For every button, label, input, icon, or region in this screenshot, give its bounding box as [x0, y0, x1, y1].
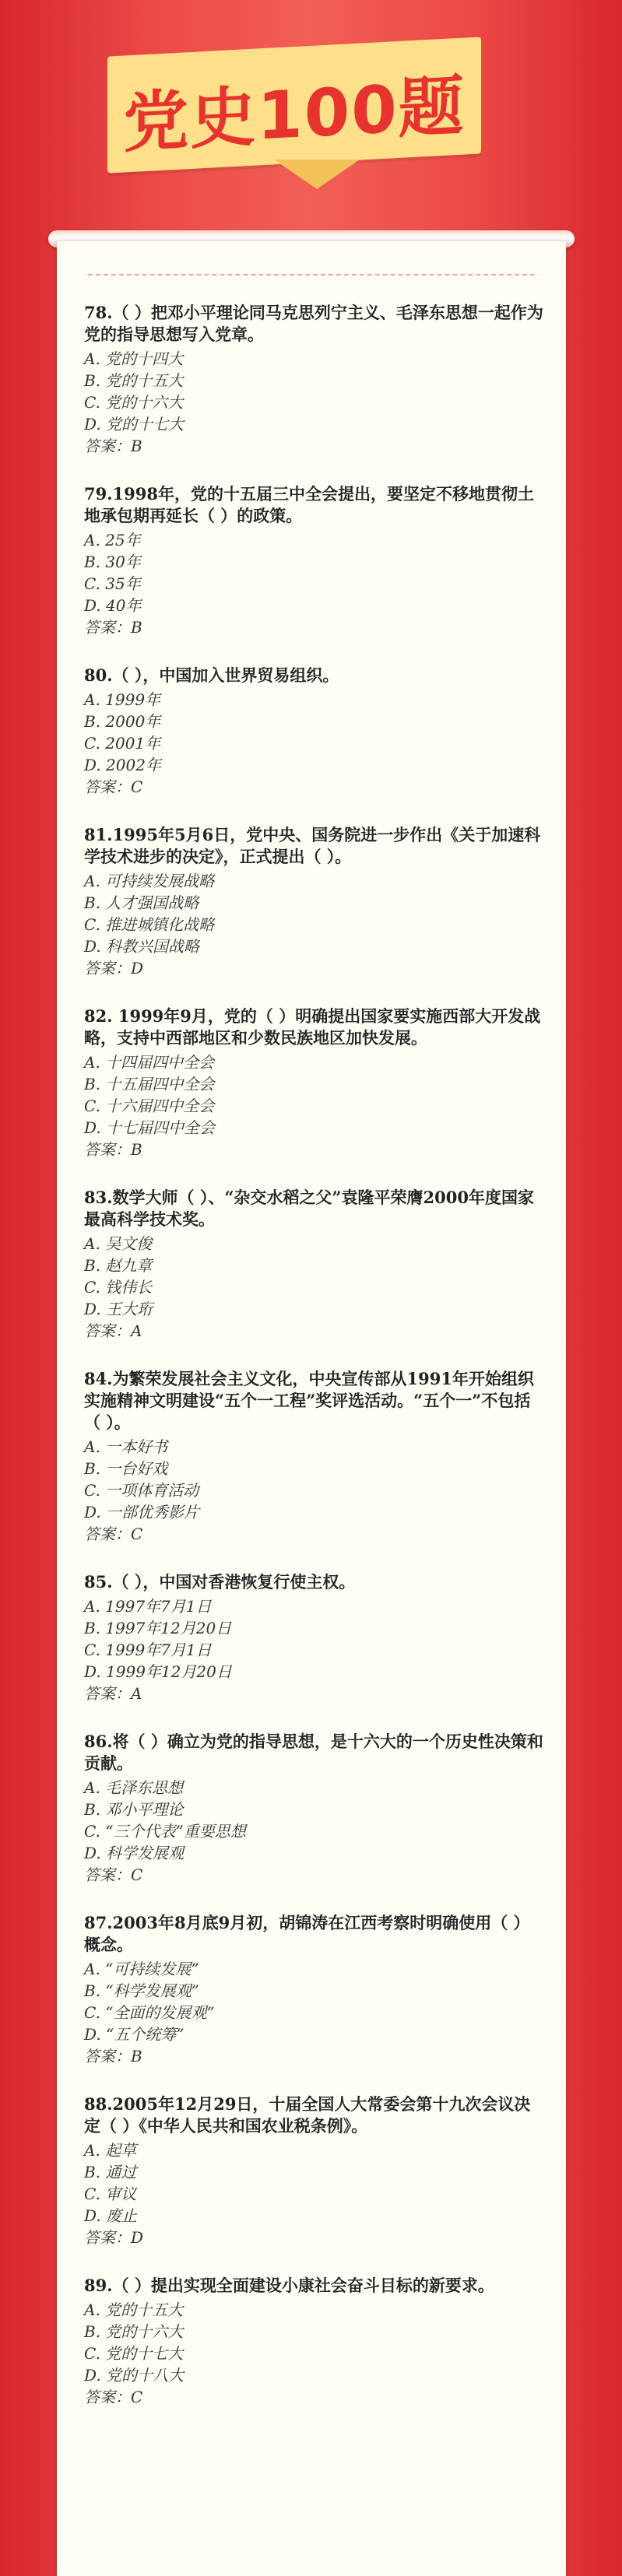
question-option: C. 2001年 — [84, 734, 161, 753]
question-option: D. 科学发展观 — [84, 1844, 184, 1862]
question-text: 88.2005年12月29日，十届全国人大常委会第十九次会议决定（ ）《中华人民共和国农业税条例》。 — [84, 2094, 531, 2136]
question-item — [84, 302, 543, 457]
question-option: D. 党的十八大 — [84, 2366, 184, 2385]
question-answer: 答案：B — [84, 437, 142, 455]
divider — [88, 274, 535, 275]
question-option: C. 钱伟长 — [84, 1278, 153, 1297]
question-option: C. 1999年7月1日 — [84, 1641, 212, 1659]
question-answer: 答案：A — [84, 1684, 142, 1703]
question-option: C. “三个代表”重要思想 — [84, 1822, 246, 1841]
question-option: D. 废止 — [84, 2206, 138, 2225]
question-option: C. 一项体育活动 — [84, 1481, 199, 1500]
question-option: D. 2002年 — [84, 756, 161, 774]
question-option: B. 党的十六大 — [84, 2322, 184, 2341]
question-option: A. 1997年7月1日 — [84, 1597, 212, 1616]
question-text: 89.（ ）提出实现全面建设小康社会奋斗目标的新要求。 — [84, 2276, 494, 2295]
question-option: D. 一部优秀影片 — [84, 1503, 200, 1521]
question-option: D. 1999年12月20日 — [84, 1662, 232, 1681]
question-item — [84, 1571, 543, 1704]
question-item — [84, 1912, 543, 2067]
question-option: A. 一本好书 — [84, 1437, 168, 1456]
question-text: 83.数学大师（ ）、“杂交水稻之父”袁隆平荣膺2000年度国家最高科学技术奖。 — [84, 1188, 534, 1229]
question-option: B. 一台好戏 — [84, 1459, 168, 1478]
question-option: A. “可持续发展” — [84, 1960, 199, 1978]
question-option: B. 人才强国战略 — [84, 893, 199, 912]
question-option: B. 2000年 — [84, 712, 161, 731]
question-option: A. 可持续发展战略 — [84, 872, 215, 890]
question-option: A. 25年 — [84, 531, 141, 549]
question-text: 84.为繁荣发展社会主义文化，中央宣传部从1991年开始组织实施精神文明建设“五个一工程”奖评选活动。“五个一”不包括（ ）。 — [84, 1369, 534, 1432]
question-answer: 答案：B — [84, 618, 142, 637]
question-text: 79.1998年，党的十五届三中全会提出，要坚定不移地贯彻土地承包期再延长（ ）的政策。 — [84, 484, 534, 525]
question-option: D. 科教兴国战略 — [84, 937, 200, 956]
question-item — [84, 2275, 543, 2408]
question-text: 85.（ ），中国对香港恢复行使主权。 — [84, 1572, 356, 1592]
question-option: A. 党的十四大 — [84, 349, 184, 368]
question-option: B. 赵九章 — [84, 1256, 153, 1275]
question-item — [84, 1368, 543, 1545]
question-item — [84, 665, 543, 798]
question-text: 86.将（ ）确立为党的指导思想，是十六大的一个历史性决策和贡献。 — [84, 1732, 543, 1773]
question-item — [84, 1187, 543, 1342]
question-option: B. 30年 — [84, 553, 141, 571]
question-text: 82. 1999年9月，党的（ ）明确提出国家要实施西部大开发战略，支持中西部地区和少数民族地区加快发展。 — [84, 1006, 541, 1048]
question-option: C. 党的十七大 — [84, 2344, 184, 2363]
question-answer: 答案：A — [84, 1321, 142, 1340]
page-title: 党史100题 — [123, 67, 466, 162]
question-text: 81.1995年5月6日，党中央、国务院进一步作出《关于加速科学技术进步的决定》，正式提出（ ）。 — [84, 825, 541, 866]
question-item — [84, 824, 543, 979]
question-option: C. 审议 — [84, 2185, 137, 2203]
question-item — [84, 1731, 543, 1886]
quiz-paper — [57, 241, 566, 2576]
question-text: 80.（ ），中国加入世界贸易组织。 — [84, 665, 339, 685]
question-option: A. 十四届四中全会 — [84, 1053, 215, 1072]
question-answer: 答案：D — [84, 959, 144, 977]
question-list — [84, 302, 543, 2434]
question-option: A. 起草 — [84, 2141, 137, 2160]
question-option: B. 1997年12月20日 — [84, 1619, 232, 1637]
question-option: A. 毛泽东思想 — [84, 1778, 184, 1797]
header-banner — [0, 0, 622, 241]
question-option: A. 党的十五大 — [84, 2301, 184, 2319]
question-option: B. 党的十五大 — [84, 371, 184, 390]
question-item — [84, 2093, 543, 2248]
question-option: B. 邓小平理论 — [84, 1800, 184, 1819]
question-option: D. 40年 — [84, 596, 142, 615]
question-answer: 答案：D — [84, 2228, 144, 2247]
question-option: B. 通过 — [84, 2163, 137, 2181]
question-option: A. 1999年 — [84, 690, 161, 709]
question-answer: 答案：C — [84, 1525, 143, 1543]
question-option: C. 党的十六大 — [84, 393, 184, 412]
question-answer: 答案：B — [84, 2047, 142, 2065]
question-text: 78.（ ）把邓小平理论同马克思列宁主义、毛泽东思想一起作为党的指导思想写入党章。 — [84, 303, 543, 344]
question-option: D. 十七届四中全会 — [84, 1118, 216, 1137]
question-option: C. 十六届四中全会 — [84, 1097, 215, 1115]
question-option: C. 35年 — [84, 574, 141, 593]
banner-fold — [274, 160, 360, 189]
question-option: D. “五个统筹” — [84, 2025, 184, 2044]
question-answer: 答案：C — [84, 2388, 143, 2406]
question-option: D. 王大珩 — [84, 1300, 153, 1318]
question-item — [84, 483, 543, 638]
question-item — [84, 1005, 543, 1160]
question-option: C. “全面的发展观” — [84, 2003, 215, 2022]
question-option: A. 吴文俊 — [84, 1234, 153, 1253]
question-answer: 答案：C — [84, 777, 143, 796]
question-answer: 答案：B — [84, 1140, 142, 1159]
question-option: B. “科学发展观” — [84, 1981, 199, 2000]
question-option: B. 十五届四中全会 — [84, 1075, 215, 1093]
question-option: C. 推进城镇化战略 — [84, 915, 215, 934]
question-answer: 答案：C — [84, 1865, 143, 1884]
question-option: D. 党的十七大 — [84, 415, 184, 433]
question-text: 87.2003年8月底9月初，胡锦涛在江西考察时明确使用（ ）概念。 — [84, 1913, 530, 1954]
